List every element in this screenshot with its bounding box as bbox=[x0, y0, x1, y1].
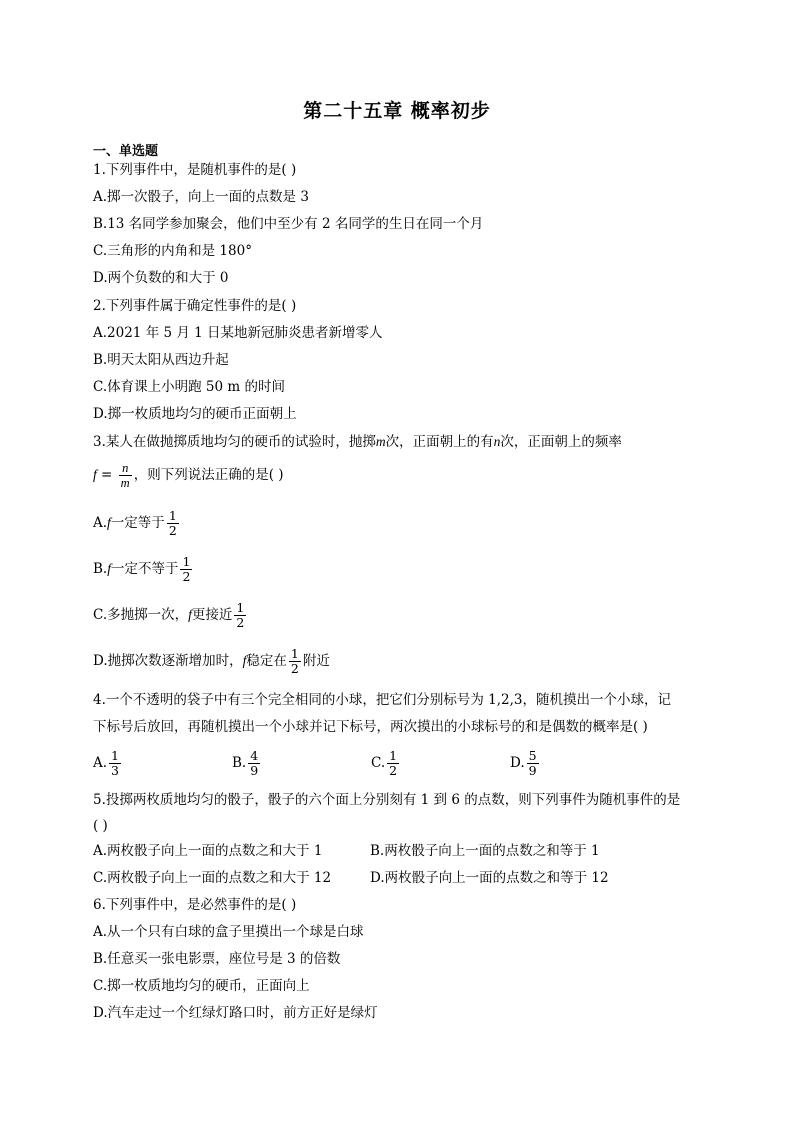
page-title: 第二十五章 概率初步 bbox=[303, 100, 491, 122]
question-3-option-d: D.抛掷次数逐渐增加时，f稳定在 $\frac{1}{2}$ 附近 bbox=[93, 646, 330, 676]
fraction-one-half: $\frac{1}{2}$ bbox=[290, 646, 299, 676]
question-6-stem: 6.下列事件中，是必然事件的是( ) bbox=[93, 897, 297, 913]
formula-f: f bbox=[93, 467, 97, 482]
question-4-stem-line-1: 4.一个不透明的袋子中有三个完全相同的小球，把它们分别标号为 1,2,3，随机摸出一个小球，记 bbox=[93, 692, 672, 708]
question-4-option-a: A. $\frac{1}{3}$ bbox=[93, 748, 119, 778]
question-5-stem-line-2: ( ) bbox=[93, 818, 108, 834]
question-3-stem: 3.某人在做抛掷质地均匀的硬币的试验时，抛掷m次，正面朝上的有n次，正面朝上的频率 bbox=[93, 434, 622, 450]
question-6-option-d: D.汽车走过一个红绿灯路口时，前方正好是绿灯 bbox=[93, 1005, 378, 1021]
question-2-option-c: C.体育课上小明跑 50 m 的时间 bbox=[93, 379, 285, 395]
question-6-option-c: C.掷一枚质地均匀的硬币，正面向上 bbox=[93, 978, 310, 994]
section-heading: 一、单选题 bbox=[93, 144, 159, 159]
question-1-option-b: B.13 名同学参加聚会，他们中至少有 2 名同学的生日在同一个月 bbox=[93, 216, 484, 232]
question-3-option-a: A.f一定等于 $\frac{1}{2}$ bbox=[93, 508, 177, 538]
question-1-option-a: A.掷一次骰子，向上一面的点数是 3 bbox=[93, 189, 309, 205]
variable-m: m bbox=[375, 434, 386, 449]
fraction-one-half: $\frac{1}{2}$ bbox=[168, 508, 177, 538]
question-6-option-b: B.任意买一张电影票，座位号是 3 的倍数 bbox=[93, 951, 341, 967]
question-1-option-c: C.三角形的内角和是 180° bbox=[93, 243, 252, 259]
question-3-formula-line: f = $\frac{n}{m}$ ，则下列说法正确的是( ) bbox=[93, 461, 284, 490]
question-2-option-d: D.掷一枚质地均匀的硬币正面朝上 bbox=[93, 406, 297, 422]
question-5-option-d: D.两枚骰子向上一面的点数之和等于 12 bbox=[370, 870, 609, 886]
question-3-option-c: C.多抛掷一次，f更接近 $\frac{1}{2}$ bbox=[93, 600, 245, 630]
question-6-option-a: A.从一个只有白球的盒子里摸出一个球是白球 bbox=[93, 924, 364, 940]
question-5-option-c: C.两枚骰子向上一面的点数之和大于 12 bbox=[93, 870, 332, 886]
fraction-n-over-m: $\frac{n}{m}$ bbox=[120, 461, 130, 490]
question-5-option-b: B.两枚骰子向上一面的点数之和等于 1 bbox=[370, 843, 600, 859]
question-3-option-b: B.f一定不等于 $\frac{1}{2}$ bbox=[93, 554, 191, 584]
question-4-option-d: D. $\frac{5}{9}$ bbox=[510, 748, 537, 778]
question-5-stem-line-1: 5.投掷两枚质地均匀的骰子，骰子的六个面上分别刻有 1 到 6 的点数，则下列事件为随机事件的是 bbox=[93, 792, 681, 808]
question-2-option-a: A.2021 年 5 月 1 日某地新冠肺炎患者新增零人 bbox=[93, 325, 383, 341]
question-2-option-b: B.明天太阳从西边升起 bbox=[93, 352, 229, 368]
fraction-one-half: $\frac{1}{2}$ bbox=[236, 600, 245, 630]
fraction-one-half: $\frac{1}{2}$ bbox=[182, 554, 191, 584]
question-4-option-b: B. $\frac{4}{9}$ bbox=[232, 748, 259, 778]
question-1-stem: 1.下列事件中，是随机事件的是( ) bbox=[93, 162, 297, 178]
variable-n: n bbox=[493, 434, 501, 449]
question-4-option-c: C. $\frac{1}{2}$ bbox=[371, 748, 398, 778]
question-1-option-d: D.两个负数的和大于 0 bbox=[93, 270, 229, 286]
question-4-stem-line-2: 下标号后放回，再随机摸出一个小球并记下标号，两次摸出的小球标号的和是偶数的概率是( ) bbox=[93, 719, 648, 735]
question-5-option-a: A.两枚骰子向上一面的点数之和大于 1 bbox=[93, 843, 323, 859]
question-2-stem: 2.下列事件属于确定性事件的是( ) bbox=[93, 298, 297, 314]
